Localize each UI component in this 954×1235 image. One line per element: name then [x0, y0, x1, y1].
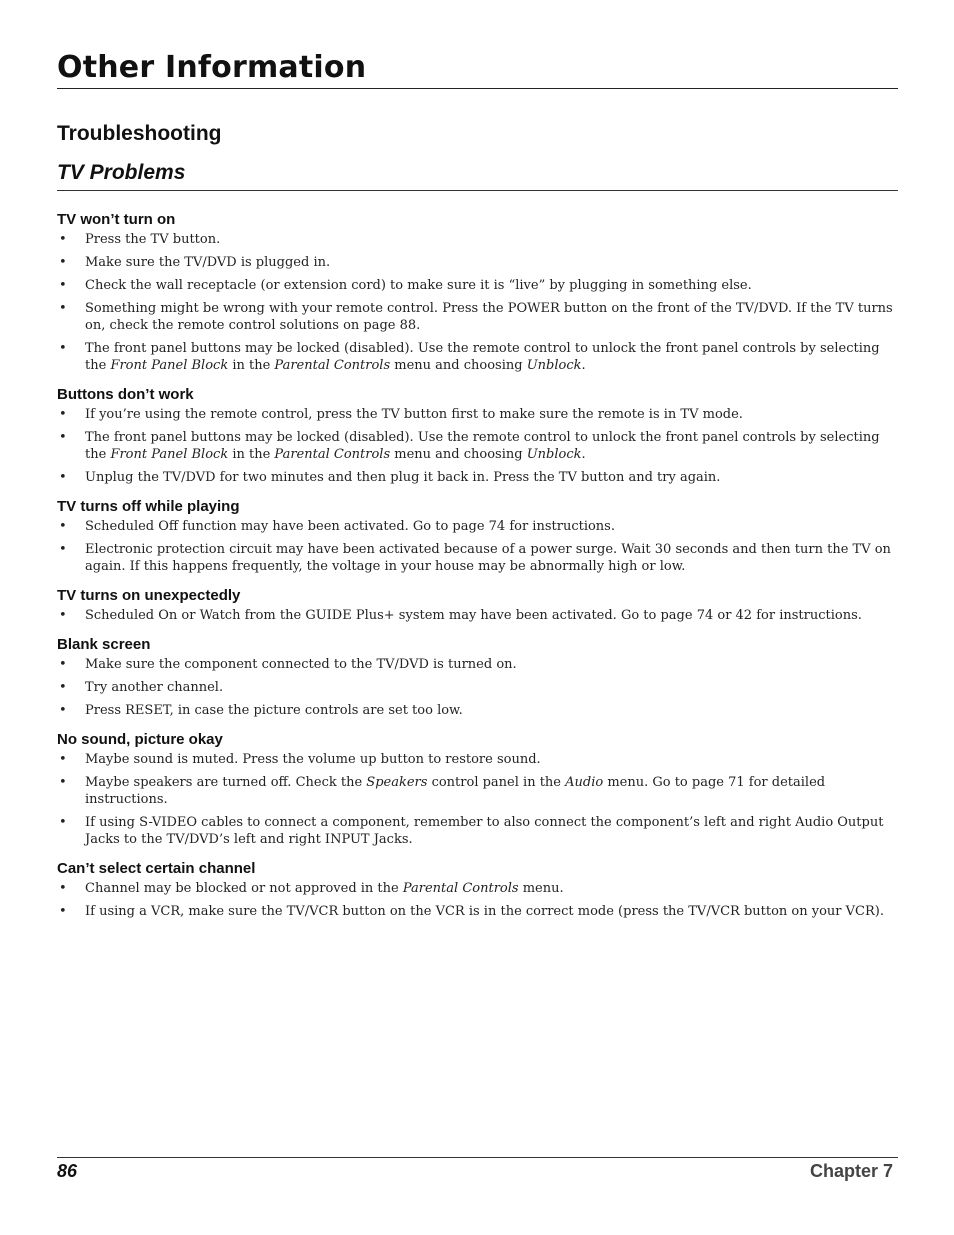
- problem-heading: TV won’t turn on: [57, 211, 176, 228]
- problem-section: [57, 587, 897, 624]
- solution-item: [57, 702, 897, 719]
- solution-text: in the: [228, 447, 275, 462]
- solution-item: [57, 774, 897, 808]
- bullet-icon: •: [59, 232, 67, 247]
- solution-list: [57, 751, 897, 848]
- solution-item: [57, 469, 897, 486]
- solution-text: menu and choosing: [390, 447, 527, 462]
- bullet-icon: •: [59, 752, 67, 767]
- bullet-icon: •: [59, 430, 67, 445]
- solution-item: [57, 541, 897, 575]
- solution-text: If you’re using the remote control, press the TV button first to make sure the remote is in TV mode.: [85, 407, 743, 422]
- bullet-icon: •: [59, 301, 67, 316]
- bullet-icon: •: [59, 608, 67, 623]
- footer-divider: [57, 1157, 898, 1158]
- solution-text: in the: [228, 358, 275, 373]
- bullet-icon: •: [59, 775, 67, 790]
- bullet-icon: •: [59, 680, 67, 695]
- solution-text: Unplug the TV/DVD for two minutes and then plug it back in. Press the TV button and try again.: [85, 470, 721, 485]
- solution-text: If using S-VIDEO cables to connect a component, remember to also connect the component’s left and right Audio Output Jacks to the TV/DVD’s left and right INPUT Jacks.: [85, 815, 884, 847]
- problem-section: [57, 636, 897, 719]
- emphasized-text: Parental Controls: [274, 358, 391, 373]
- solution-item: [57, 679, 897, 696]
- solution-list: [57, 656, 897, 719]
- bullet-icon: •: [59, 657, 67, 672]
- solution-item: [57, 518, 897, 535]
- solution-text: Press the TV button.: [85, 232, 221, 247]
- bullet-icon: •: [59, 904, 67, 919]
- solution-item: [57, 340, 897, 374]
- problem-section: [57, 498, 897, 575]
- bullet-icon: •: [59, 278, 67, 293]
- title-divider: [57, 88, 898, 89]
- solution-text: Something might be wrong with your remote control. Press the POWER button on the front of the TV/DVD. If the TV turns on, check the remote control solutions on page 88.: [85, 301, 893, 333]
- bullet-icon: •: [59, 255, 67, 270]
- solution-item: [57, 880, 897, 897]
- bullet-icon: •: [59, 881, 67, 896]
- solution-text: The front panel buttons may be locked (disabled). Use the remote control to unlock the front panel controls by selecting the: [85, 341, 880, 373]
- problem-section: [57, 860, 897, 920]
- bullet-icon: •: [59, 815, 67, 830]
- emphasized-text: Parental Controls: [274, 447, 391, 462]
- bullet-icon: •: [59, 542, 67, 557]
- solution-text: Electronic protection circuit may have been activated because of a power surge. Wait 30 seconds and then turn the TV on again. If this happens frequently, the voltage in your house may be abnormally high or low.: [85, 542, 891, 574]
- solution-text: Press RESET, in case the picture controls are set too low.: [85, 703, 463, 718]
- solution-text: Make sure the TV/DVD is plugged in.: [85, 255, 331, 270]
- page-title: Other Information: [57, 50, 367, 85]
- solution-text: Scheduled Off function may have been activated. Go to page 74 for instructions.: [85, 519, 615, 534]
- problem-heading: Blank screen: [57, 636, 151, 653]
- emphasized-text: Front Panel Block: [110, 358, 229, 373]
- solution-text: .: [581, 358, 586, 373]
- emphasized-text: Unblock: [526, 447, 582, 462]
- bullet-icon: •: [59, 341, 67, 356]
- solution-text: Maybe sound is muted. Press the volume up button to restore sound.: [85, 752, 541, 767]
- solution-list: [57, 406, 897, 486]
- solution-item: [57, 277, 897, 294]
- bullet-icon: •: [59, 703, 67, 718]
- solution-text: Try another channel.: [85, 680, 224, 695]
- solution-text: The front panel buttons may be locked (disabled). Use the remote control to unlock the front panel controls by selecting the: [85, 430, 880, 462]
- problem-heading: TV turns off while playing: [57, 498, 240, 515]
- solution-item: [57, 231, 897, 248]
- solution-item: [57, 814, 897, 848]
- emphasized-text: Audio: [565, 775, 604, 790]
- solution-text: control panel in the: [427, 775, 566, 790]
- emphasized-text: Unblock: [526, 358, 582, 373]
- subsection-title: TV Problems: [57, 161, 186, 184]
- chapter-label: Chapter 7: [809, 1161, 893, 1181]
- solution-list: [57, 607, 897, 624]
- solution-item: [57, 656, 897, 673]
- solution-item: [57, 751, 897, 768]
- emphasized-text: Parental Controls: [402, 881, 519, 896]
- emphasized-text: Front Panel Block: [110, 447, 229, 462]
- solution-text: Channel may be blocked or not approved in the: [85, 881, 403, 896]
- solution-list: [57, 880, 897, 920]
- solution-text: Check the wall receptacle (or extension cord) to make sure it is “live” by plugging in something else.: [85, 278, 752, 293]
- troubleshooting-list: [57, 211, 897, 932]
- bullet-icon: •: [59, 519, 67, 534]
- subsection-divider: [57, 190, 898, 191]
- solution-item: [57, 254, 897, 271]
- problem-section: [57, 731, 897, 848]
- solution-text: Make sure the component connected to the TV/DVD is turned on.: [85, 657, 517, 672]
- solution-list: [57, 518, 897, 575]
- solution-list: [57, 231, 897, 374]
- problem-section: [57, 386, 897, 486]
- problem-heading: Buttons don’t work: [57, 386, 194, 403]
- solution-item: [57, 406, 897, 423]
- section-title: Troubleshooting: [57, 122, 222, 145]
- solution-item: [57, 903, 897, 920]
- problem-heading: Can’t select certain channel: [57, 860, 256, 877]
- solution-item: [57, 300, 897, 334]
- solution-text: menu and choosing: [390, 358, 527, 373]
- bullet-icon: •: [59, 407, 67, 422]
- problem-section: [57, 211, 897, 374]
- solution-text: menu.: [518, 881, 564, 896]
- solution-item: [57, 429, 897, 463]
- bullet-icon: •: [59, 470, 67, 485]
- solution-text: Maybe speakers are turned off. Check the: [85, 775, 367, 790]
- page-number: 86: [57, 1161, 78, 1181]
- problem-heading: TV turns on unexpectedly: [57, 587, 241, 604]
- solution-text: Scheduled On or Watch from the GUIDE Plus+ system may have been activated. Go to page 74 or 42 for instructions.: [85, 608, 862, 623]
- emphasized-text: Speakers: [366, 775, 428, 790]
- solution-text: menu. Go to page 71 for detailed instructions.: [85, 775, 826, 807]
- solution-text: If using a VCR, make sure the TV/VCR button on the VCR is in the correct mode (press the TV/VCR button on your VCR).: [85, 904, 884, 919]
- problem-heading: No sound, picture okay: [57, 731, 223, 748]
- solution-text: .: [581, 447, 586, 462]
- solution-item: [57, 607, 897, 624]
